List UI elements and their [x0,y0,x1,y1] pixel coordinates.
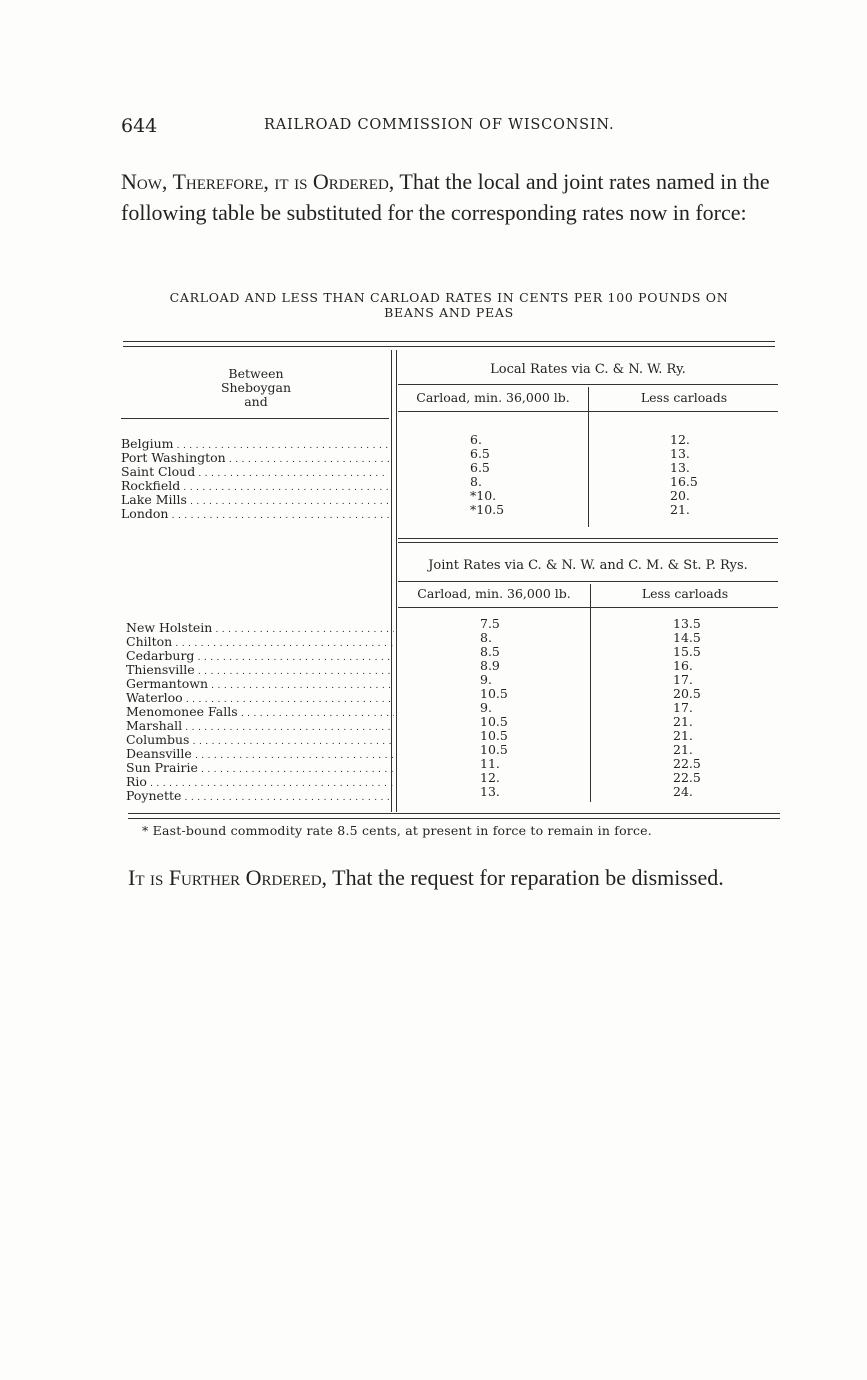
less-carload-rate: 17. [673,672,693,687]
less-carload-rate: 24. [673,784,693,799]
place-name: Rockfield . . . [121,479,389,493]
place-name: New Holstein . . . [126,621,394,635]
place-name: Rio . . . [126,775,394,789]
less-carload-rate: 14.5 [673,630,701,645]
local-header-rule [398,411,778,412]
less-carload-rate: 12. [670,432,690,447]
between-header-line: and [244,394,268,409]
joint-less-values [673,617,701,799]
carload-rate: 6.5 [470,446,490,461]
table-main-divider [396,350,397,812]
place-name: Cedarburg . . . [126,649,394,663]
carload-rate: 10.5 [480,728,508,743]
joint-carload-header: Carload, min. 36,000 lb. [417,586,571,601]
table-footnote: * East-bound commodity rate 8.5 cents, at present in force to remain in force. [142,823,652,838]
less-carload-rate: 16. [673,658,693,673]
less-carload-rate: 22.5 [673,770,701,785]
carload-rate: 11. [480,756,500,771]
local-carload-values [470,433,504,517]
joint-carload-values [480,617,508,799]
less-carload-rate: 13.5 [673,616,701,631]
joint-less-header: Less carloads [641,586,729,601]
between-header-line: Sheboygan [220,380,292,395]
less-carload-rate: 17. [673,700,693,715]
carload-rate: 9. [480,700,492,715]
place-name: Marshall . . . [126,719,394,733]
carload-rate: 7.5 [480,616,500,631]
less-carload-rate: 22.5 [673,756,701,771]
carload-rate: 13. [480,784,500,799]
table-title-line-1: CARLOAD AND LESS THAN CARLOAD RATES IN CENTS PER 100 POUNDS ON [169,290,729,305]
place-name: Menomonee Falls . . . [126,705,394,719]
carload-rate: 9. [480,672,492,687]
between-header [121,367,391,409]
carload-rate: 12. [480,770,500,785]
carload-rate: 10.5 [480,714,508,729]
between-header-line: Between [228,366,284,381]
page-number: 644 [121,115,158,137]
carload-rate: 8.9 [480,658,500,673]
joint-caption-rule [398,581,778,582]
less-carload-rate: 16.5 [670,474,698,489]
place-name: Poynette . . . [126,789,394,803]
joint-place-list [126,621,394,803]
order-paragraph [121,166,776,228]
carload-rate: 8. [480,630,492,645]
table-bottom-rule [128,813,780,814]
place-name: Columbus . . . [126,733,394,747]
carload-rate: *10. [470,488,497,503]
place-name: Deansville . . . [126,747,394,761]
joint-rates-caption: Joint Rates via C. & N. W. and C. M. & St. P. Rys. [428,558,748,573]
place-name: London . . . [121,507,389,521]
local-caption-rule [398,384,778,385]
table-title-line-2: BEANS AND PEAS [384,305,514,320]
place-name: Belgium . . . [121,437,389,451]
place-name: Waterloo . . . [126,691,394,705]
carload-rate: *10.5 [470,502,505,517]
joint-section-rule [398,538,778,539]
place-name: Thiensville . . . [126,663,394,677]
local-place-list [121,437,389,521]
table-top-rule [123,341,775,342]
further-order-lead: It is Further Ordered, [128,865,328,890]
place-name: Saint Cloud . . . [121,465,389,479]
page-header [121,115,641,141]
less-carload-rate: 20.5 [673,686,701,701]
joint-header-rule [398,607,778,608]
table-top-rule [123,346,775,347]
less-carload-rate: 21. [673,742,693,757]
carload-rate: 8. [470,474,482,489]
order-text: That the local and joint rates named in the following table be substituted for the corresponding rates now in force: [121,169,770,225]
place-name: Germantown . . . [126,677,394,691]
less-carload-rate: 21. [673,714,693,729]
less-carload-rate: 20. [670,488,690,503]
local-less-header: Less carloads [640,390,728,405]
between-header-rule [121,418,389,419]
less-carload-rate: 13. [670,446,690,461]
carload-rate: 6.5 [470,460,490,475]
running-title: RAILROAD COMMISSION OF WISCONSIN. [264,117,615,133]
carload-rate: 10.5 [480,742,508,757]
less-carload-rate: 21. [673,728,693,743]
local-rates-caption: Local Rates via C. & N. W. Ry. [490,362,686,377]
joint-column-divider [590,584,591,802]
place-name: Chilton . . . [126,635,394,649]
less-carload-rate: 13. [670,460,690,475]
place-name: Lake Mills . . . [121,493,389,507]
less-carload-rate: 21. [670,502,690,517]
less-carload-rate: 15.5 [673,644,701,659]
table-title [121,290,777,320]
carload-rate: 10.5 [480,686,508,701]
local-carload-header: Carload, min. 36,000 lb. [416,390,570,405]
further-order-text: That the request for reparation be dismissed. [327,865,724,890]
local-column-divider [588,387,589,527]
local-less-values [670,433,698,517]
place-name: Port Washington . . . [121,451,389,465]
order-lead: Now, Therefore, it is Ordered, [121,169,395,194]
carload-rate: 6. [470,432,482,447]
joint-section-rule [398,542,778,543]
further-order-paragraph [128,862,783,893]
carload-rate: 8.5 [480,644,500,659]
table-bottom-rule [128,818,780,819]
place-name: Sun Prairie . . . [126,761,394,775]
